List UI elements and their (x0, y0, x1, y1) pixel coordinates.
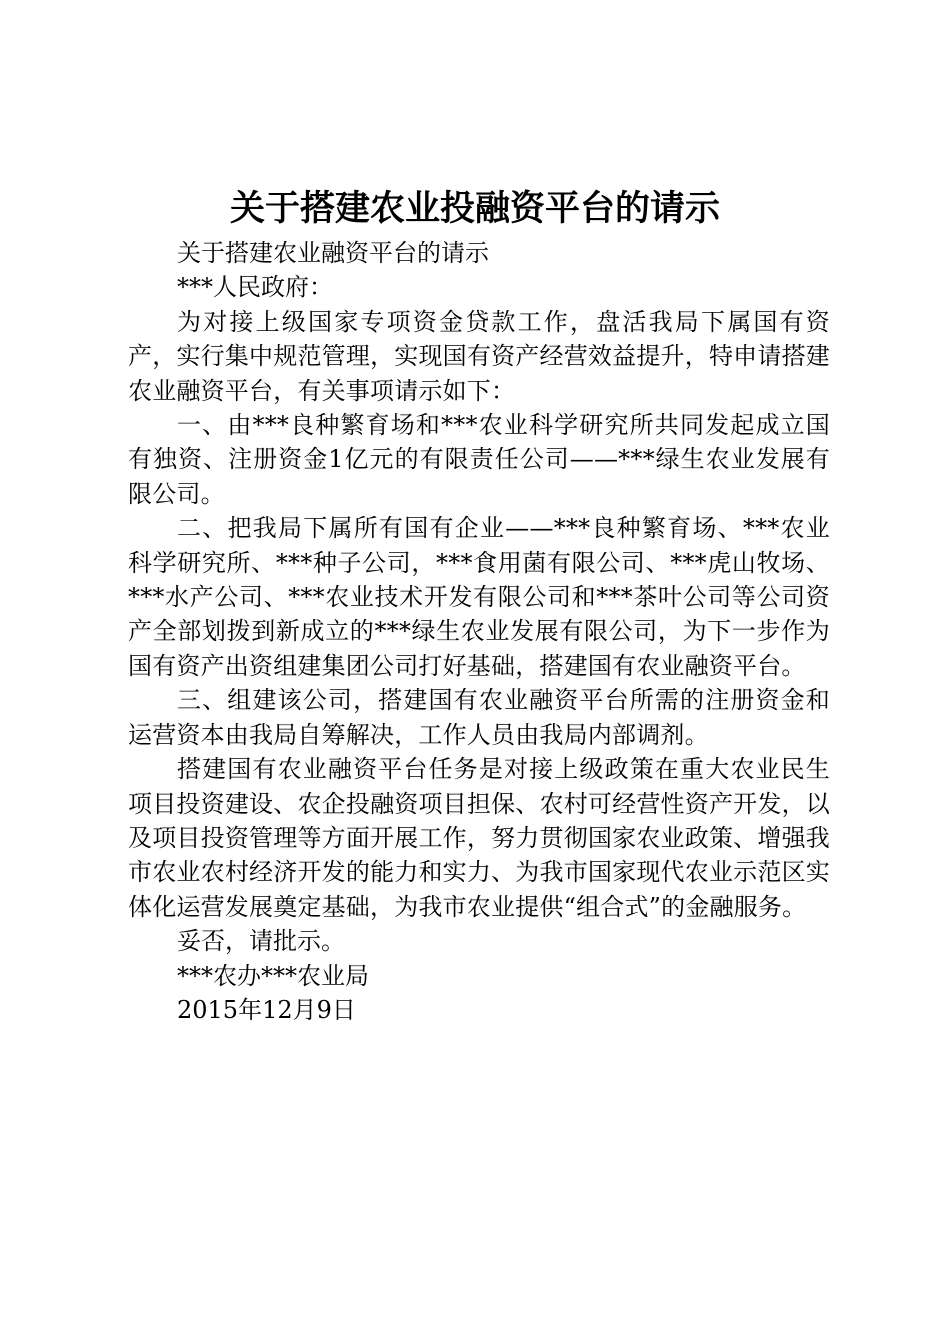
document-subtitle: 关于搭建农业融资平台的请示 (177, 239, 489, 267)
addressee: ***人民政府： (177, 273, 333, 302)
signature: ***农办***农业局 (177, 961, 369, 990)
platform-tasks-paragraph: 搭建国有农业融资平台任务是对接上级政策在重大农业民生项目投资建设、农企投融资项目担保、农村可经营性资产开发，以及项目投资管理等方面开展工作，努力贯彻国家农业政策、增强我市农业农村经济开发的能力和实力、为我市国家现代农业示范区实体化运营发展奠定基础，为我市农业提供“组合式”的金融服务。 (128, 755, 830, 921)
item-three-paragraph: 三、组建该公司，搭建国有农业融资平台所需的注册资金和运营资本由我局自筹解决，工作人员由我局内部调剂。 (128, 686, 830, 749)
item-one-paragraph: 一、由***良种繁育场和***农业科学研究所共同发起成立国有独资、注册资金1亿元的有限责任公司——***绿生农业发展有限公司。 (128, 411, 830, 508)
document-date: 2015年12月9日 (177, 995, 356, 1024)
intro-paragraph: 为对接上级国家专项资金贷款工作，盘活我局下属国有资产，实行集中规范管理，实现国有资产经营效益提升，特申请搭建农业融资平台，有关事项请示如下： (128, 307, 830, 405)
document-body (128, 236, 830, 1027)
document-title: 关于搭建农业投融资平台的请示 (229, 189, 720, 229)
closing-line: 妥否，请批示。 (177, 927, 345, 956)
item-two-paragraph: 二、把我局下属所有国有企业——***良种繁育场、***农业科学研究所、***种子公司，***食用菌有限公司、***虎山牧场、***水产公司、***农业技术开发有限公司和***茶叶公司等公司资产全部划拨到新成立的***绿生农业发展有限公司，为下一步作为国有资产出资组建集团公司打好基础，搭建国有农业融资平台。 (128, 514, 830, 680)
